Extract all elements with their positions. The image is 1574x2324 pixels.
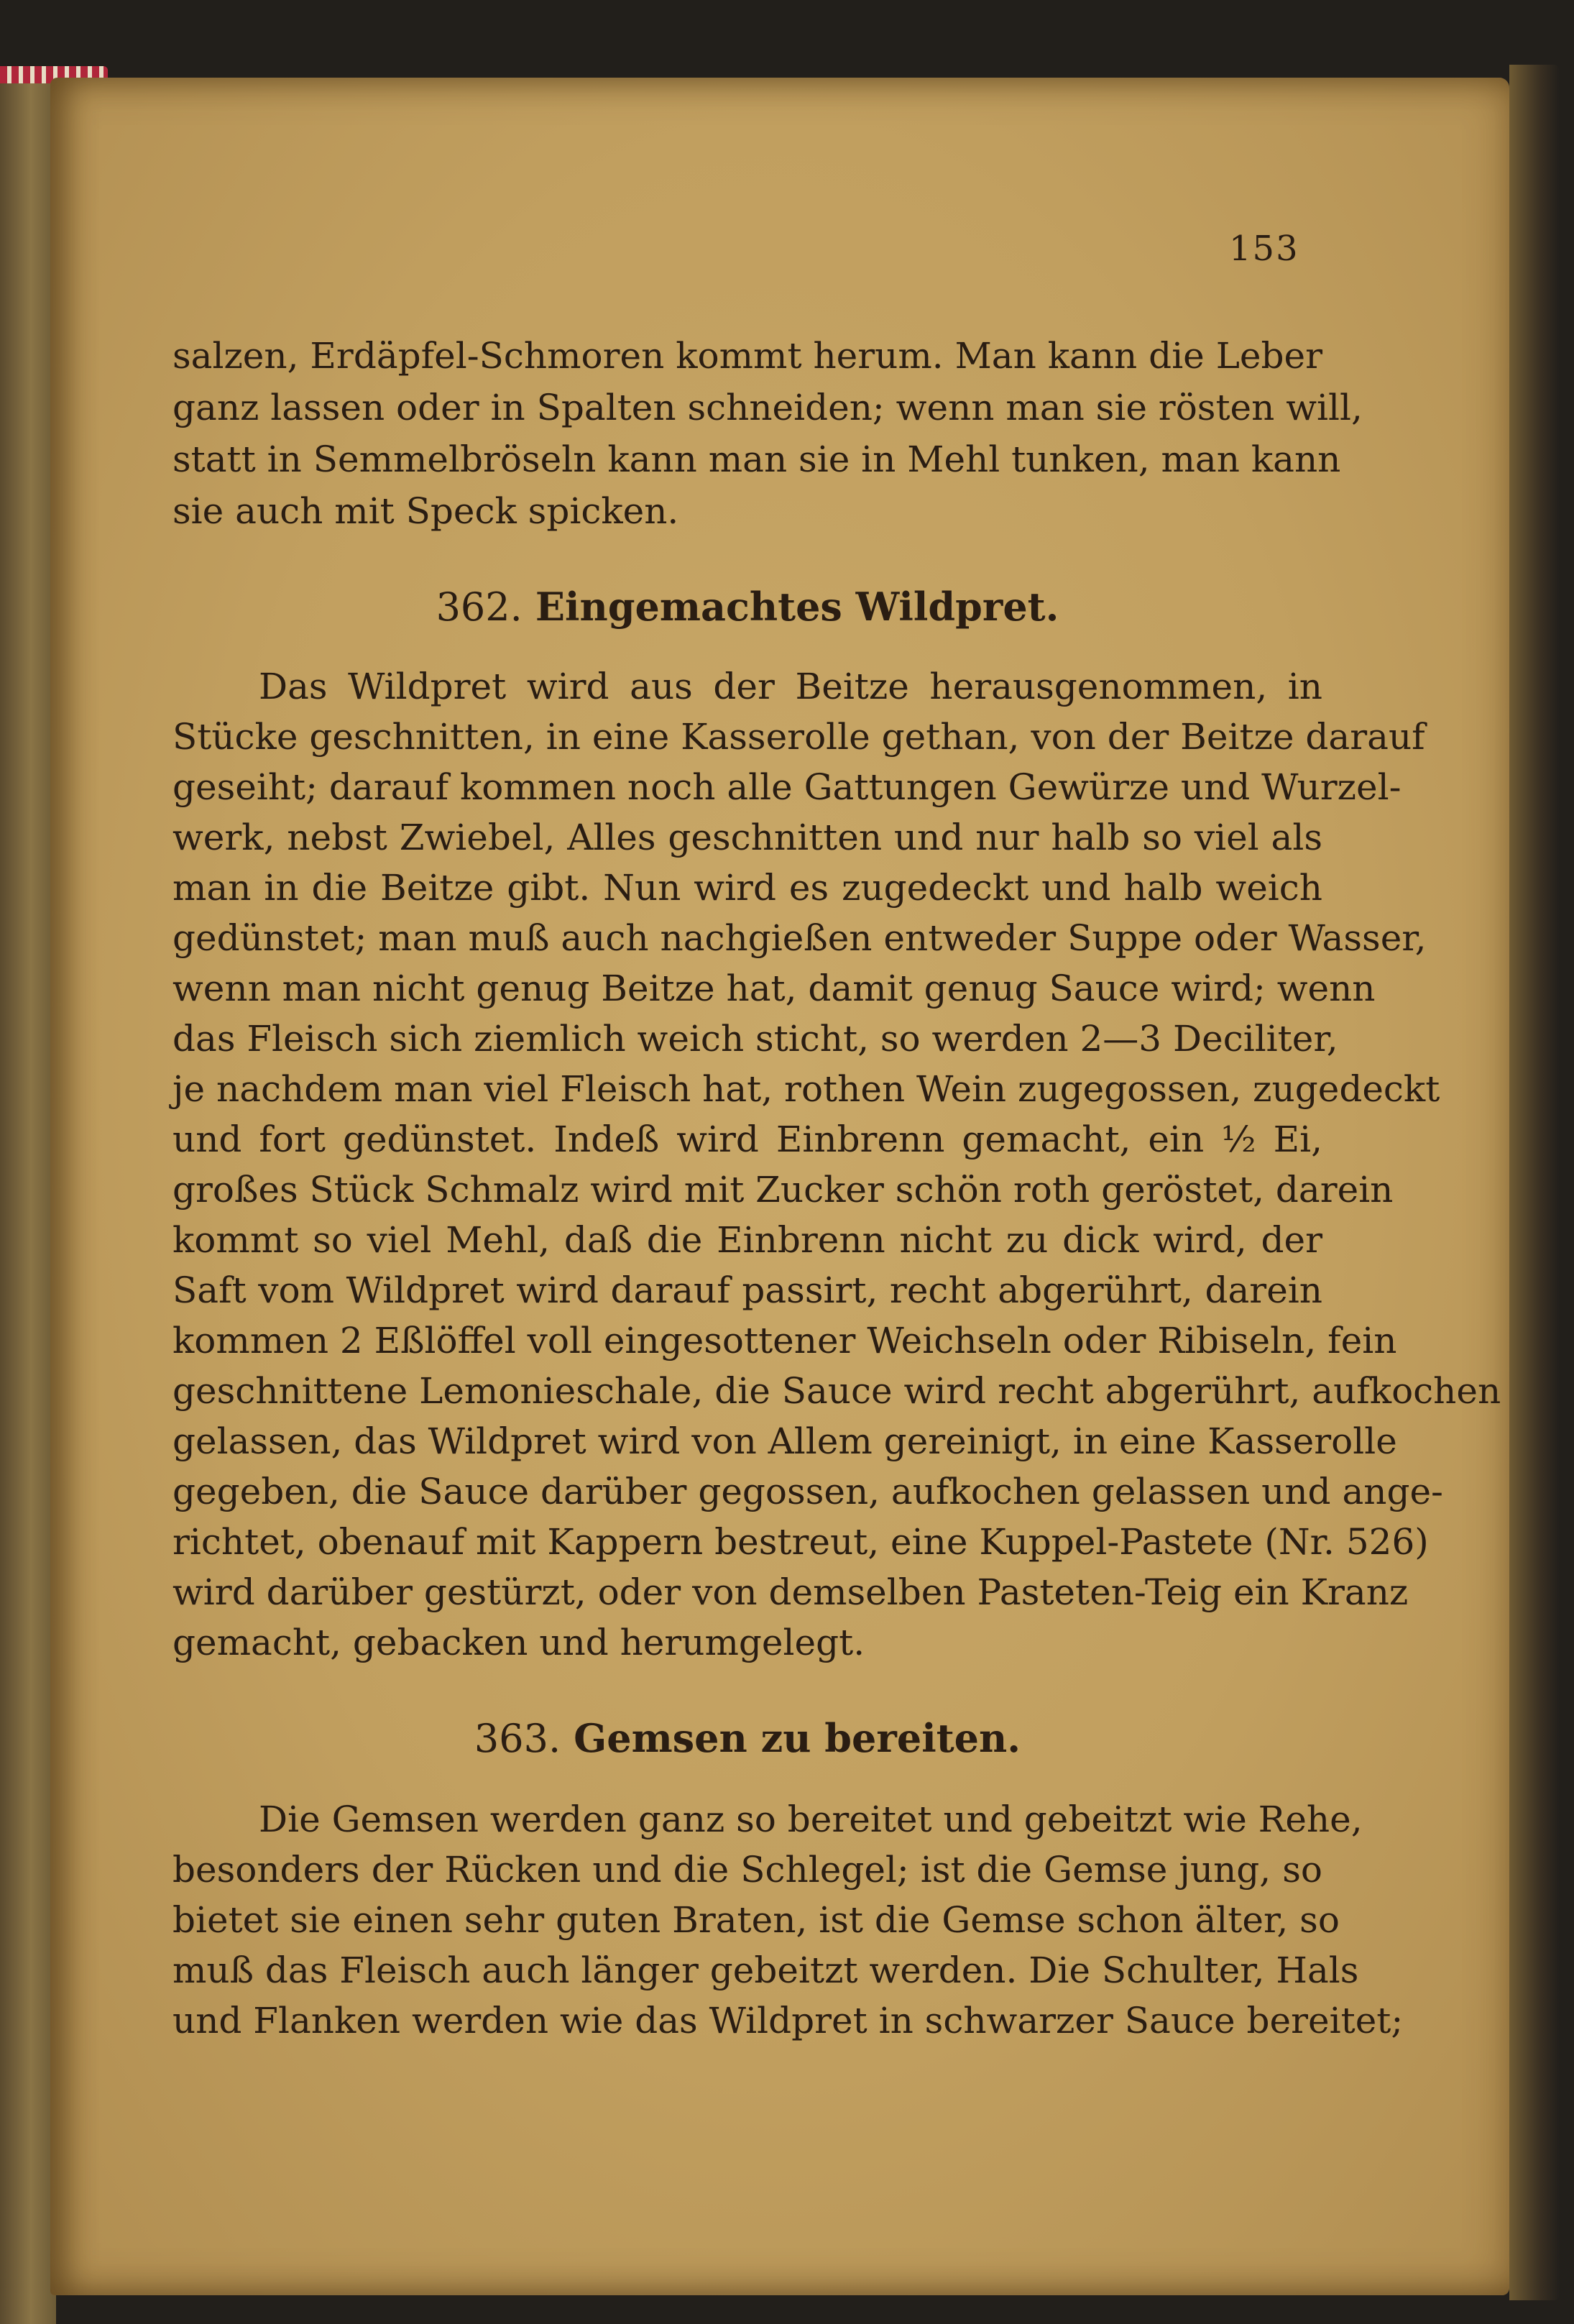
recipe-362-line: werk, nebst Zwiebel, Alles geschnitten und nur halb so viel als [172,817,1322,858]
recipe-362-line: gelassen, das Wildpret wird von Allem gereinigt, in eine Kasserolle [172,1420,1397,1462]
intro-line: statt in Semmelbröseln kann man sie in Mehl tunken, man kann [172,438,1341,480]
recipe-362-line: gegeben, die Sauce darüber gegossen, aufkochen gelassen und ange- [172,1471,1443,1512]
recipe-362-line: geschnittene Lemonieschale, die Sauce wird recht abgerührt, aufkochen [172,1370,1501,1412]
recipe-title: Gemsen zu bereiten. [574,1715,1021,1761]
recipe-363-heading [172,1715,1322,1761]
intro-line: salzen, Erdäpfel-Schmoren kommt herum. Man kann die Leber [172,335,1322,377]
recipe-number: 362. [436,584,523,630]
recipe-362-line: Das Wildpret wird aus der Beitze herausgenommen, in [259,666,1322,707]
intro-line: sie auch mit Speck spicken. [172,490,679,532]
recipe-title: Eingemachtes Wildpret. [535,584,1059,630]
recipe-362-line: je nachdem man viel Fleisch hat, rothen Wein zugegossen, zugedeckt [172,1068,1440,1110]
recipe-362-line: Saft vom Wildpret wird darauf passirt, recht abgerührt, darein [172,1269,1322,1311]
page-number: 153 [1229,229,1299,269]
recipe-362-line: geseiht; darauf kommen noch alle Gattungen Gewürze und Wurzel- [172,766,1402,808]
recipe-362-line: kommt so viel Mehl, daß die Einbrenn nicht zu dick wird, der [172,1219,1322,1261]
recipe-number: 363. [474,1716,561,1761]
recipe-362-line: großes Stück Schmalz wird mit Zucker schön roth geröstet, darein [172,1169,1394,1211]
recipe-363-line: besonders der Rücken und die Schlegel; ist die Gemse jung, so [172,1849,1322,1891]
recipe-362-line: kommen 2 Eßlöffel voll eingesottener Weichseln oder Ribiseln, fein [172,1320,1397,1361]
page-right-edge [1509,65,1560,2300]
recipe-362-line: und fort gedünstet. Indeß wird Einbrenn gemacht, ein ½ Ei, [172,1119,1322,1160]
recipe-362-line: wird darüber gestürzt, oder von demselben Pasteten-Teig ein Kranz [172,1571,1409,1613]
recipe-363-line: muß das Fleisch auch länger gebeitzt werden. Die Schulter, Hals [172,1949,1359,1991]
recipe-362-line: richtet, obenauf mit Kappern bestreut, eine Kuppel-Pastete (Nr. 526) [172,1521,1429,1563]
previous-page-edge [0,72,56,2324]
recipe-362-line: das Fleisch sich ziemlich weich sticht, so werden 2—3 Deciliter, [172,1018,1338,1060]
recipe-362-line: gedünstet; man muß auch nachgießen entweder Suppe oder Wasser, [172,917,1427,959]
recipe-362-line: gemacht, gebacken und herumgelegt. [172,1622,865,1663]
recipe-363-line: bietet sie einen sehr guten Braten, ist die Gemse schon älter, so [172,1899,1340,1941]
recipe-363-line: Die Gemsen werden ganz so bereitet und gebeitzt wie Rehe, [259,1799,1363,1840]
recipe-362-heading [172,584,1322,630]
recipe-362-line: man in die Beitze gibt. Nun wird es zugedeckt und halb weich [172,867,1322,909]
recipe-362-line: Stücke geschnitten, in eine Kasserolle gethan, von der Beitze darauf [172,716,1425,758]
recipe-362-line: wenn man nicht genug Beitze hat, damit genug Sauce wird; wenn [172,968,1376,1009]
recipe-363-line: und Flanken werden wie das Wildpret in schwarzer Sauce bereitet; [172,2000,1404,2041]
intro-line: ganz lassen oder in Spalten schneiden; wenn man sie rösten will, [172,387,1363,428]
